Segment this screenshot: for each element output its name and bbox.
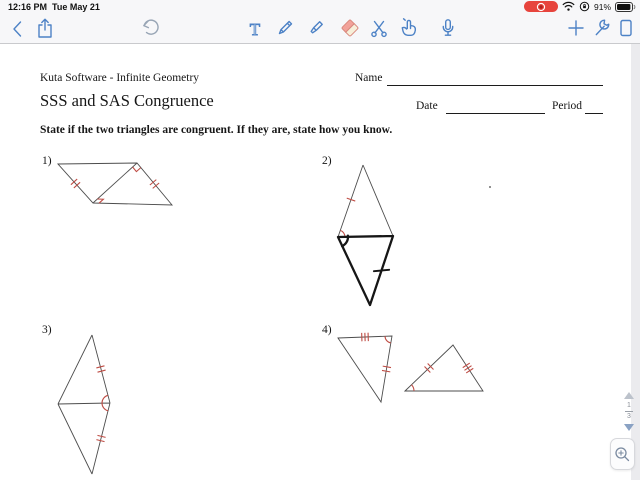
- record-audio-button[interactable]: [436, 16, 460, 40]
- eraser-icon: [338, 16, 362, 40]
- total-page-count: 3: [627, 413, 631, 420]
- hand-tool-button[interactable]: [396, 16, 420, 40]
- pen-tool-button[interactable]: [273, 16, 297, 40]
- screen-recording-indicator[interactable]: [524, 1, 558, 12]
- previous-page-arrow[interactable]: [624, 392, 634, 399]
- battery-icon: [615, 2, 636, 12]
- page-manager-button[interactable]: [614, 16, 638, 40]
- highlighter-icon: [304, 16, 328, 40]
- undo-button[interactable]: [138, 16, 162, 40]
- wifi-icon: [562, 1, 575, 12]
- magnifier-plus-icon: [614, 446, 631, 463]
- scissors-tool-button[interactable]: [367, 16, 391, 40]
- undo-icon: [138, 16, 162, 40]
- microphone-icon: [436, 16, 460, 40]
- problem-1-number: 1): [42, 155, 52, 167]
- page-navigator: [618, 392, 640, 431]
- tools-settings-button[interactable]: [590, 16, 614, 40]
- rotation-lock-icon: [579, 1, 590, 12]
- chevron-left-icon: [6, 16, 30, 40]
- current-page-number: 1: [627, 402, 631, 409]
- eraser-tool-button[interactable]: [338, 16, 362, 40]
- period-blank-line: [585, 100, 603, 114]
- status-time: 12:16 PM: [8, 2, 48, 12]
- page-fraction-bar: [625, 411, 633, 412]
- problem-4-number: 4): [322, 324, 332, 336]
- record-dot-icon: [536, 2, 546, 12]
- status-date: Tue May 21: [52, 2, 100, 12]
- date-blank-line: [446, 100, 545, 114]
- battery-percent: 91%: [593, 1, 611, 12]
- worksheet-publisher: Kuta Software - Infinite Geometry: [40, 72, 200, 84]
- next-page-arrow[interactable]: [624, 424, 634, 431]
- problem-3-number: 3): [42, 324, 52, 336]
- zoom-button[interactable]: [610, 438, 635, 470]
- status-clock: [8, 2, 100, 12]
- date-label: Date: [416, 100, 438, 112]
- wrench-icon: [590, 16, 614, 40]
- add-page-button[interactable]: [564, 16, 588, 40]
- name-blank-line: [387, 72, 603, 86]
- text-tool-button[interactable]: [243, 16, 267, 40]
- pen-icon: [273, 16, 297, 40]
- annotation-toolbar: [0, 15, 640, 44]
- scissors-icon: [367, 16, 391, 40]
- share-icon: [33, 16, 57, 40]
- name-label: Name: [355, 72, 383, 84]
- status-bar: [0, 0, 640, 15]
- pointing-hand-icon: [396, 16, 420, 40]
- plus-icon: [564, 16, 588, 40]
- text-tool-icon: [243, 16, 267, 40]
- worksheet-title: SSS and SAS Congruence: [40, 91, 214, 110]
- page-icon: [614, 16, 638, 40]
- back-button[interactable]: [6, 16, 30, 40]
- svg-text:T: T: [249, 20, 261, 39]
- share-button[interactable]: [33, 16, 57, 40]
- problem-2-number: 2): [322, 155, 332, 167]
- period-label: Period: [552, 100, 583, 112]
- highlighter-tool-button[interactable]: [304, 16, 328, 40]
- instruction-text: State if the two triangles are congruent. If they are, state how you know.: [40, 124, 393, 136]
